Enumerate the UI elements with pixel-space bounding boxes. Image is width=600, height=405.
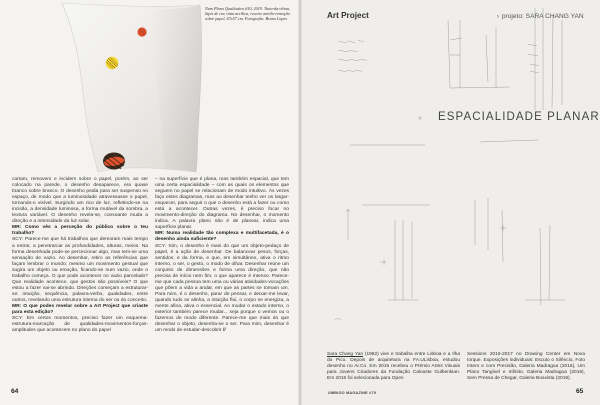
end-mark: // [222,328,226,334]
magazine-footer: UMBIGO MAGAZINE #79 [328,391,377,395]
artist-name: Sara Chang Yan [327,352,364,357]
paragraph: – na superfície que é plana, mas também espacial, que tem uma certa espacialidade – com as quais os elementos que seguem no papel se relacionam de modo intuitivo. Às vezes faço estes diagramas, mas ao desenhar tenho ver os largar-esquecer, para seguir o que o desenho está a fazer ou como está a acontecer. Outras vezes, é preciso focar no movimento-direção do diagrama. No desenhar, o momento indica. A palavra plano não é de planear, indica uma superfície planar. [155,177,289,231]
article-title: ESPACIALIDADE PLANAR [438,111,600,123]
artwork-caption: Num Plano Qualitativo #10, 2019. Tinta-da-china, lápis de cor, tinta acrílica, recorte minilo-remoção sobre papel, 67x57 cm. Fotografia: Bruno Lopes [205,6,290,22]
paragraph: SCY: Parece-me que há trabalhos que demoram mais tempo a entrar, a penetrarcar as profundidades, alturas, meios. Na forma desenhada pode-se percecionar algo, mas tem-se uma sensação de vazio. Ao desenhar, retiro as referências que façam lembrar o mundo; mesmo um movimento gestual que sugira um objeto ou emoção, ficando-se num vazio, onde o trabalho começa. O que pode acontecer no vazio parcelado? Que realidade acontece, que gestos são possíveis? O que estou a fazer vai-se abrindo. Direções começam a estruturar-se: intuição, sequência, palavra-verbo, qualidades, entre outros, revelando uma estrutura interna do ser ou do conceito. [12,237,148,303]
artwork-image [0,0,300,175]
bio-text: (1982) vive e trabalha entre Lisboa e a Ilha do Pico. Depois de arquitetura na FA.ULisboa, estudou desenho no Ar.Co. Em 2015 recebeu o Prémio Artes Visuais para Jovens Criadores da Fundação Calouste Gulbenkian. Em 2016 foi selecionada para Open [327,352,460,382]
interview-question: MR: Como vês a perceção do público sobre o teu trabalho? [12,225,148,237]
chevron-right-icon: › [497,14,499,20]
artist-bio-column-1 [327,352,460,382]
page-number-left: 64 [11,388,19,395]
project-label-text: projeto: SARA CHANG YAN [501,13,584,20]
paragraph: cortam, removem e incidem sobre o papel, porém, ao ser colocado na parede, o desenho desaparece, era quase branco sobre branco. O desenho pedia para ser suspenso no espaço, de modo que a luminosidade atravessasse o papel, tornando-o visível. Surgindo um rico de luz, refletindo-se na incisão, a densidade luminosa, a forma mutável da sombra, a textura variável. O desenho revela-se, consoante muda a direção e a intensidade da luz solar. [12,177,148,225]
interview-question: MR: Numa realidade tão complexa e multifacetada, é o desenho ainda suficiente? [155,231,289,243]
spine-gutter [298,0,302,405]
interview-question: MR: O que podes revelar sobre a Art Project que criaste para esta edição? [12,303,148,316]
paragraph-text: SCY: Sim, o desenho é mais do que um objeto-pedaço de papel, é a ação de desenhar. De balancear pesos, forças, sentidos, e da forma, e que, em simultâneo, ativa o ritmo interno, o ser, o gesto, o modo de olhar. Desenhar reúne um conjunto de dimensões e forma uma direção, que não precisa de início nem fim, o que aparece é intenso. Parece-me que cada pessoa tem uma ou várias atividades-vocações que põem a vida a andar, em que as partes se tornam um. Para mim, é o desenho, parar de pensar, e deixar-me levar, quando tudo se alinha, a intuição flui, o corpo se energiza, a mente afina, ativa o essencial. Ao mudar o estado interno, o exterior também parece mudar... seja porque o vemos ou o fazemos de modo diferente. Parece-me que mais do que desenhar o objeto, desenha-se o ser. Para mim, desenhar é um modo de estudar-descobrir [155,243,289,334]
artist-bio-column-2: Sessions 2016-2017 no Drawing Center em Nova Iorque. Exposições individuais: Escuto o Silêncio, Foto Intero e com Precisão, Galeria Madragoa (2016), Um Plano Tangível e Infinito, Galeria Madragoa (2018), Sem Pressa de Chegar, Galeria Boavista (2019). [467,352,585,382]
section-label: Art Project [327,11,369,20]
paragraph [155,244,289,335]
article-column-1 [12,177,148,334]
paragraph: SCY: Em certos momentos, preciso fazer um esquema-estrutura-marcação de qualidades-movimentos-forças-amplitudes que acontecem no plano do papel [12,316,148,334]
project-label [497,13,584,20]
pencil-drawing [300,0,600,345]
article-column-2 [155,177,289,334]
page-number-right: 65 [576,388,584,395]
